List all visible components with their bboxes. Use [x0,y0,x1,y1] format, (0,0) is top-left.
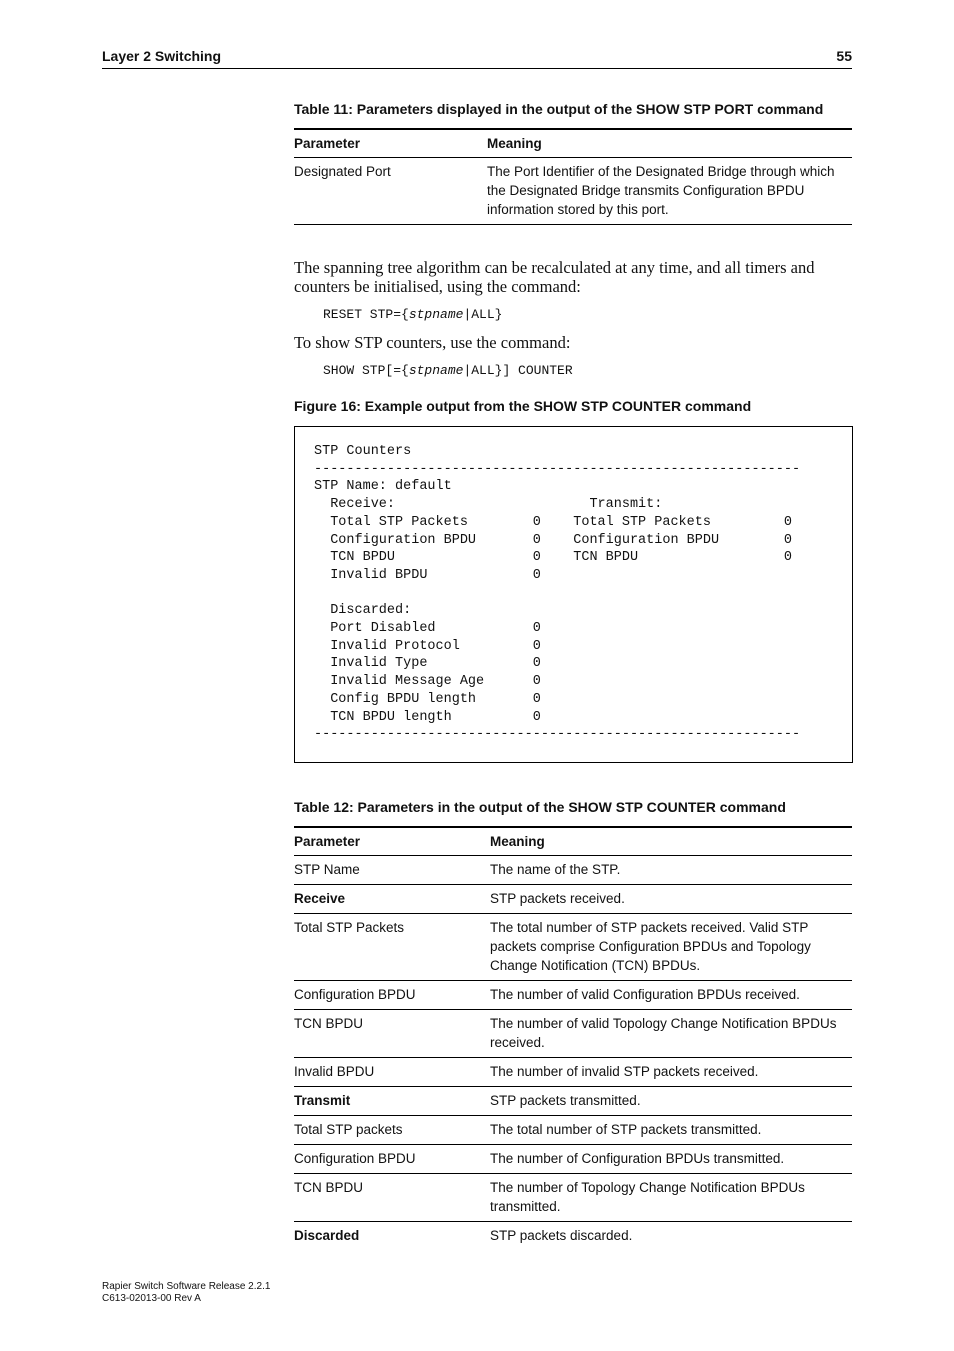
meaning-cell: The number of Topology Change Notification BPDUs transmitted. [490,1174,852,1222]
parameter-cell: STP Name [294,856,490,885]
table-row [294,1145,852,1174]
meaning-cell: STP packets received. [490,885,852,914]
column-header-meaning: Meaning [487,129,852,158]
command-argument: stpname [408,307,464,322]
figure-16-caption: Figure 16: Example output from the SHOW STP COUNTER command [294,398,752,414]
table-row [294,1010,852,1058]
meaning-cell: The number of invalid STP packets received. [490,1058,852,1087]
footer-release: Rapier Switch Software Release 2.2.1 [102,1281,271,1292]
table-header-row [294,129,852,158]
parameter-cell: Configuration BPDU [294,1145,490,1174]
table-row [294,1174,852,1222]
table-12-caption: Table 12: Parameters in the output of the SHOW STP COUNTER command [294,799,786,815]
paragraph-show-intro: To show STP counters, use the command: [294,333,571,352]
console-output: STP Counters ------------------------------------------------------------ STP Name: default Receive: Transmit: Total STP Packets 0 Total STP Packets 0 Configuration BPDU 0 Configuration BPDU 0 TCN BPDU 0 TCN BPDU 0 Invalid BPDU 0 Discarded: Port Disabled 0 Invalid Protocol 0 Invalid Type 0 Invalid Message Age 0 Config BPDU length 0 TCN BPDU length 0 ------------------------------------------------------------ [314,444,801,743]
meaning-cell: The number of valid Topology Change Notification BPDUs received. [490,1010,852,1058]
table-row [294,914,852,981]
command-argument: stpname [408,363,464,378]
meaning-cell: The number of valid Configuration BPDUs received. [490,981,852,1010]
command-show-stp-counter [323,363,573,378]
parameter-cell: Transmit [294,1087,490,1116]
table-row [294,1058,852,1087]
command-text: |ALL} [463,307,503,322]
table-11 [294,128,852,225]
parameter-cell: Configuration BPDU [294,981,490,1010]
page-number: 55 [836,48,852,64]
parameter-cell: Receive [294,885,490,914]
meaning-cell: STP packets discarded. [490,1228,633,1243]
command-text: SHOW STP[={ [323,363,409,378]
column-header-meaning: Meaning [490,827,852,856]
column-header-parameter: Parameter [294,827,490,856]
paragraph-reset-intro: The spanning tree algorithm can be recalculated at any time, and all timers and counters be initialised, using the command: [294,258,815,296]
parameter-cell: Discarded [294,1228,360,1243]
meaning-cell: The name of the STP. [490,856,852,885]
example-output-box [294,426,853,763]
parameter-cell: Total STP Packets [294,914,490,981]
table-row [294,1087,852,1116]
parameter-cell: TCN BPDU [294,1010,490,1058]
command-reset-stp [323,307,502,322]
command-text: RESET STP={ [323,307,409,322]
footer-doc-number: C613-02013-00 Rev A [102,1293,201,1304]
page-footer [102,1281,270,1305]
parameter-cell: TCN BPDU [294,1174,490,1222]
table-12 [294,826,852,1250]
table-row [294,885,852,914]
table-row [294,1222,852,1251]
table-row [294,856,852,885]
meaning-cell: The number of Configuration BPDUs transmitted. [490,1145,852,1174]
meaning-cell: STP packets transmitted. [490,1087,852,1116]
command-text: |ALL}] COUNTER [463,363,573,378]
table-row [294,981,852,1010]
meaning-cell: The total number of STP packets transmitted. [490,1116,852,1145]
table-11-caption: Table 11: Parameters displayed in the output of the SHOW STP PORT command [294,101,824,117]
table-row [294,1116,852,1145]
page-header [102,48,852,69]
table-row [294,158,852,225]
parameter-cell: Total STP packets [294,1116,490,1145]
meaning-cell: The Port Identifier of the Designated Bridge through which the Designated Bridge transmits Configuration BPDU information stored by this port. [487,158,852,225]
section-title: Layer 2 Switching [102,48,222,64]
meaning-cell: The total number of STP packets received. Valid STP packets comprise Configuration BPDUs and Topology Change Notification (TCN) BPDUs. [490,914,852,981]
column-header-parameter: Parameter [294,129,487,158]
parameter-cell: Invalid BPDU [294,1058,490,1087]
parameter-cell: Designated Port [294,158,487,225]
table-header-row [294,827,852,856]
